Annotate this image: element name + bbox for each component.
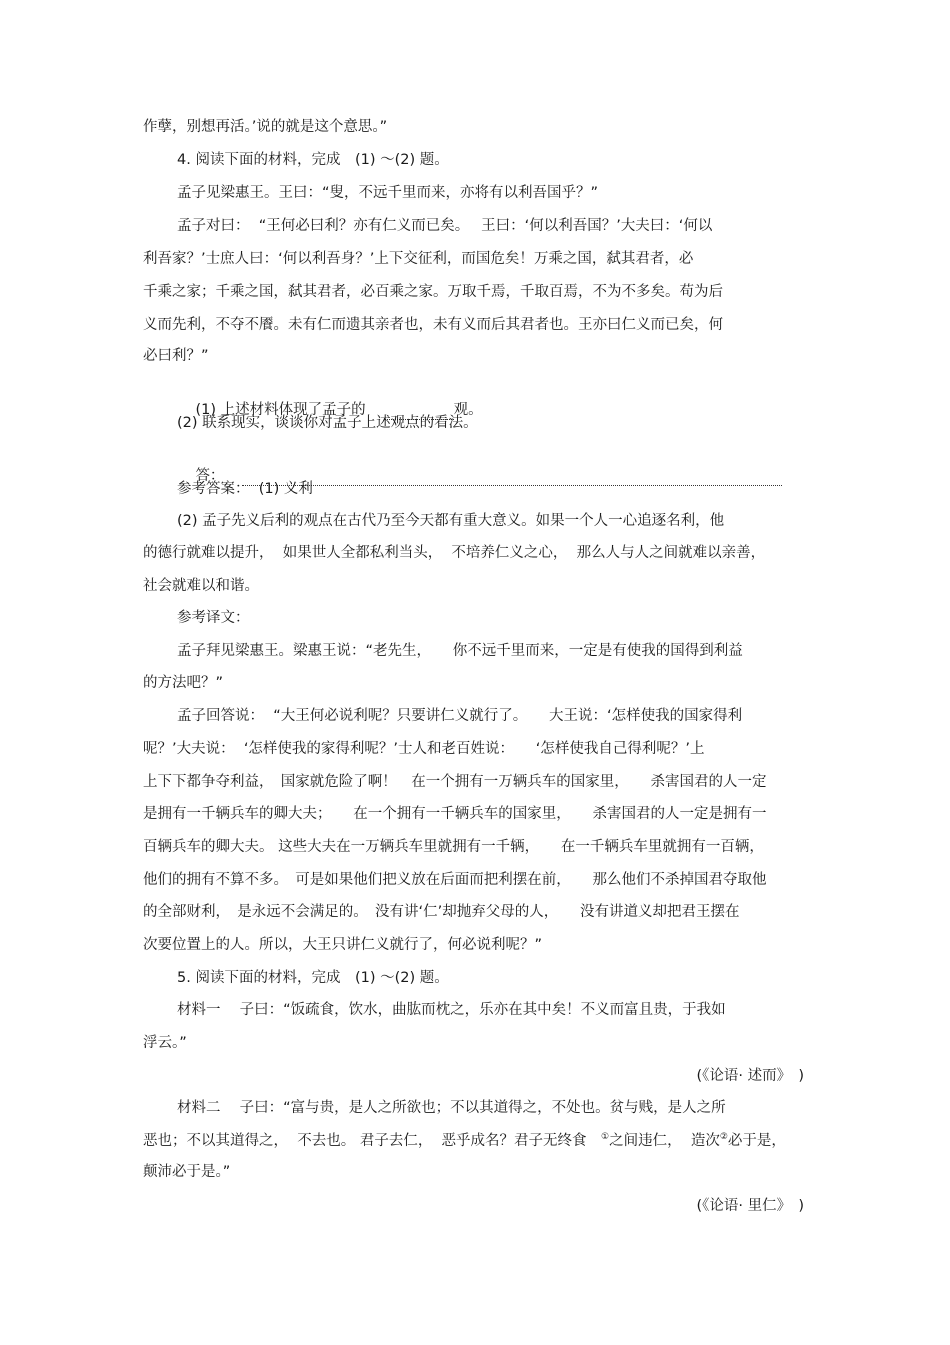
material-1-line: 材料一 子曰：“饭疏食，饮水，曲肱而枕之，乐亦在其中矣！不义而富且贵，于我如 <box>177 1002 726 1018</box>
question-4-heading: 4. 阅读下面的材料，完成 (1) ～(2) 题。 <box>177 152 449 168</box>
material-line: 利吾家？’士庶人曰：‘何以利吾身？’上下交征利，而国危矣！万乘之国，弑其君者，必 <box>143 251 694 267</box>
material-line: 孟子见梁惠王。王曰：“叟，不远千里而来，亦将有以利吾国乎？” <box>177 185 599 201</box>
reference-answer: 参考答案： (1) 义利 <box>177 481 313 497</box>
translation-line: 次要位置上的人。所以，大王只讲仁义就行了，何必说利呢？” <box>143 937 543 953</box>
sub-question-2: (2) 联系现实，谈谈你对孟子上述观点的看法。 <box>177 415 478 431</box>
material-2-line: 颠沛必于是。” <box>143 1164 231 1180</box>
material-line: 孟子对曰： “王何必曰利？亦有仁义而已矣。 王曰：‘何以利吾国？’大夫曰：‘何以 <box>177 218 713 234</box>
footnote-marker: ② <box>719 1132 728 1142</box>
translation-line: 孟子拜见梁惠王。梁惠王说：“老先生， 你不远千里而来，一定是有使我的国得到利益 <box>177 643 743 659</box>
answer-text-line: 的德行就难以提升， 如果世人全都私利当头， 不培养仁义之心， 那么人与人之间就难以亲善， <box>143 545 766 561</box>
citation: (《论语· 述而》 ) <box>696 1068 804 1084</box>
material-2-line <box>143 1131 786 1151</box>
translation-line: 百辆兵车的卿大夫。 这些大夫在一万辆兵车里就拥有一千辆， 在一千辆兵车里就拥有一百辆， <box>143 839 764 855</box>
question-5-heading: 5. 阅读下面的材料，完成 (1) ～(2) 题。 <box>177 970 449 986</box>
text-span: 必于是， <box>727 1133 786 1149</box>
material-2-line: 材料二 子曰：“富与贵，是人之所欲也；不以其道得之，不处也。贫与贱，是人之所 <box>177 1100 726 1116</box>
answer-blank[interactable] <box>242 471 782 486</box>
translation-line: 的方法吧？” <box>143 675 224 691</box>
paragraph-line: 作孽，别想再活。’说的就是这个意思。” <box>143 119 388 135</box>
text-span: 之间违仁， 造次 <box>609 1133 720 1149</box>
answer-label: 答： <box>195 468 225 484</box>
translation-line: 上下下都争夺利益， 国家就危险了啊！ 在一个拥有一万辆兵车的国家里， 杀害国君的人一定 <box>143 774 767 790</box>
text-span: 恶也；不以其道得之， 不去也。 君子去仁， 恶乎成名？君子无终食 <box>143 1133 602 1149</box>
translation-line: 是拥有一千辆兵车的卿大夫； 在一个拥有一千辆兵车的国家里， 杀害国君的人一定是拥有一 <box>143 806 767 822</box>
reference-translation-heading: 参考译文： <box>177 610 250 626</box>
sub-question-1-text: (1) 上述材料体现了孟子的 <box>195 402 366 418</box>
material-line: 必曰利？” <box>143 348 209 364</box>
answer-text-line: (2) 孟子先义后利的观点在古代乃至今天都有重大意义。如果一个人一心追逐名利，他 <box>177 513 725 529</box>
material-line: 义而先利，不夺不餍。未有仁而遗其亲者也，未有义而后其君者也。王亦曰仁义而已矣，何 <box>143 317 723 333</box>
translation-line: 呢？’大夫说： ‘怎样使我的家得利呢？’士人和老百姓说： ‘怎样使我自己得利呢？’上 <box>143 741 705 757</box>
answer-text-line: 社会就难以和谐。 <box>143 578 259 594</box>
translation-line: 他们的拥有不算不多。 可是如果他们把义放在后面而把利摆在前， 那么他们不杀掉国君夺取他 <box>143 872 767 888</box>
footnote-marker: ① <box>601 1132 610 1142</box>
translation-line: 孟子回答说： “大王何必说利呢？只要讲仁义就行了。 大王说：‘怎样使我的国家得利 <box>177 708 743 724</box>
citation: (《论语· 里仁》 ) <box>696 1198 804 1214</box>
material-line: 千乘之家；千乘之国，弑其君者，必百乘之家。万取千焉，千取百焉，不为不多矣。苟为后 <box>143 284 723 300</box>
material-1-line: 浮云。” <box>143 1035 187 1051</box>
translation-line: 的全部财利， 是永远不会满足的。 没有讲‘仁’却抛弃父母的人， 没有讲道义却把君王摆在 <box>143 904 740 920</box>
sub-question-1-suffix: 观。 <box>453 402 483 418</box>
